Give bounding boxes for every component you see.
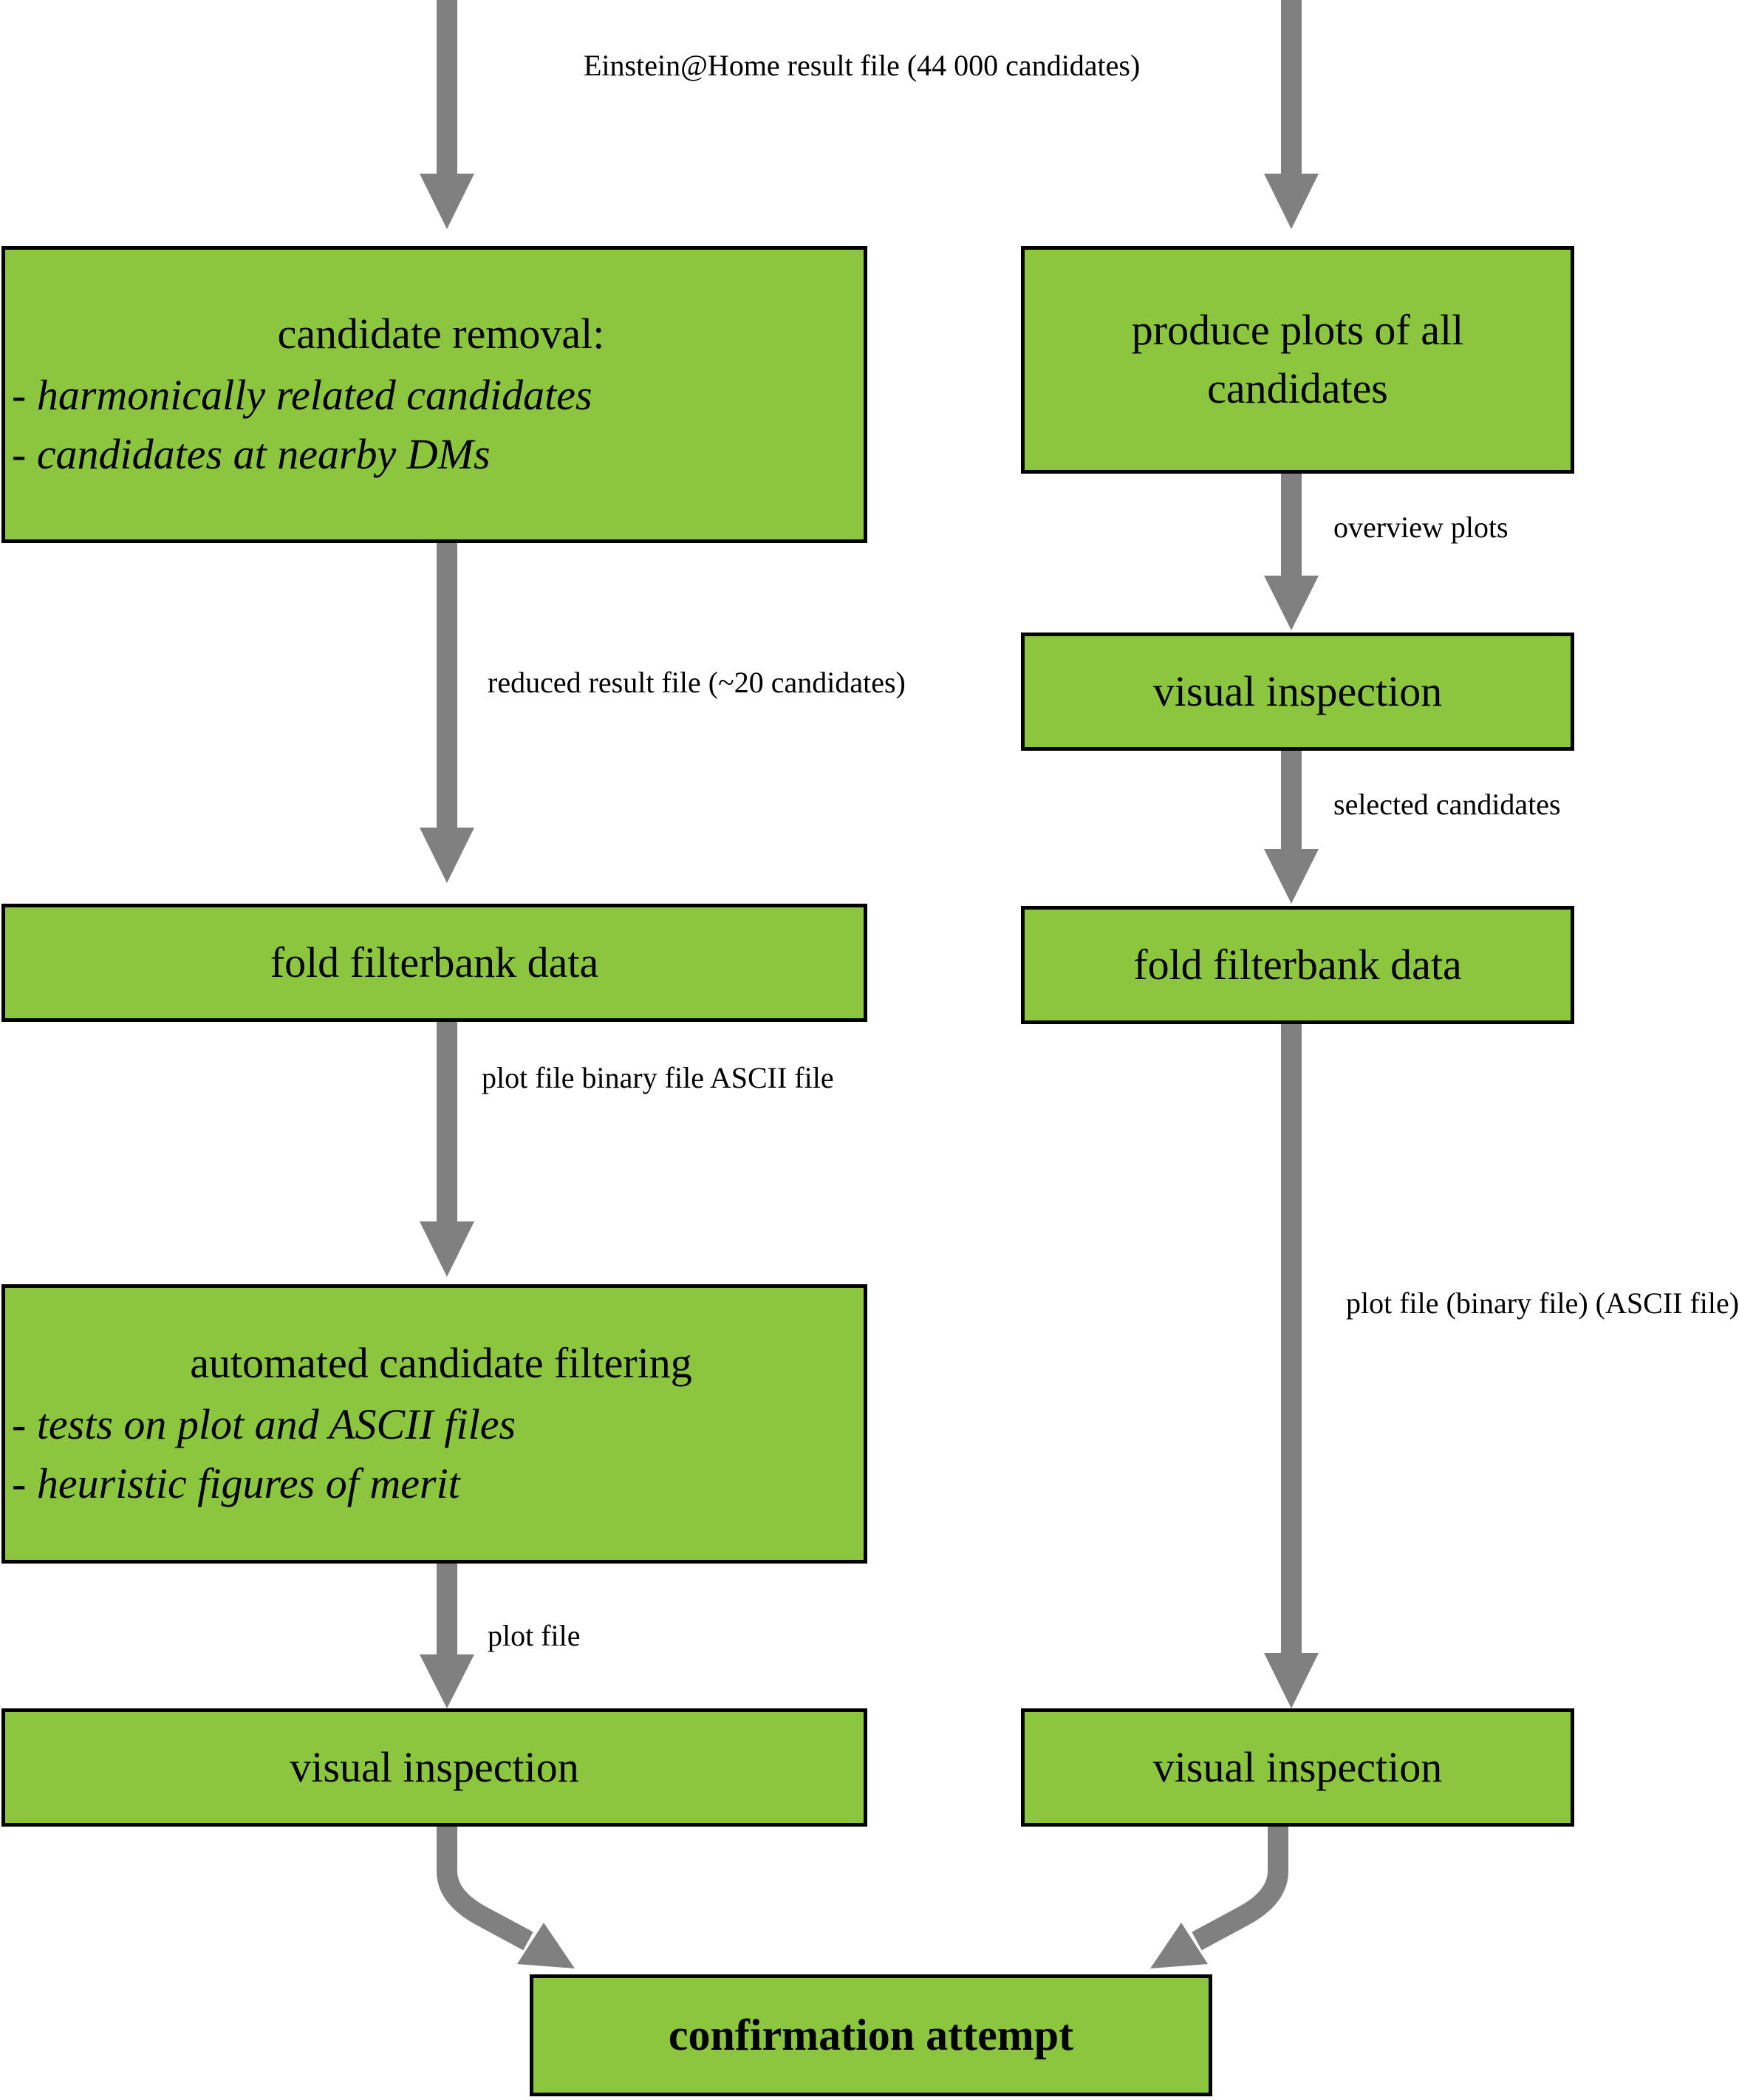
label-selected-candidates-line2: candidates: [1435, 788, 1561, 821]
box-visual-inspection-right-2-line1: visual inspection: [1152, 1742, 1443, 1791]
label-overview-plots-line1: overview: [1333, 511, 1444, 544]
box-produce-plots-line1: produce plots of all: [1131, 306, 1464, 355]
arrow-top-right: [1258, 0, 1325, 236]
box-visual-inspection-right-1-line1: visual inspection: [1152, 667, 1443, 715]
box-confirmation-attempt: [530, 1974, 1212, 2096]
box-automated-filtering: [1, 1284, 867, 1564]
box-fold-filterbank-left-line1: fold filterbank data: [270, 938, 599, 986]
arrow-right-3: [1258, 1024, 1325, 1711]
label-plot-binary-ascii-line3: ASCII file: [709, 1061, 834, 1094]
box-fold-filterbank-right: [1021, 906, 1574, 1024]
box-produce-plots-line2: candidates: [1207, 364, 1388, 412]
label-reduced-result-file-line1: reduced result file: [488, 666, 701, 699]
label-plot-file-left: [488, 1618, 581, 1653]
box-produce-plots: [1021, 246, 1574, 474]
label-plot-binary-ascii: [482, 1060, 834, 1095]
box-candidate-removal: [1, 246, 867, 543]
box-visual-inspection-left: [1, 1708, 867, 1827]
top-label: [584, 48, 1141, 83]
label-plot-binary-ascii-right-line3: (ASCII file): [1595, 1286, 1739, 1320]
arrow-right-to-final: [1141, 1827, 1326, 1982]
top-label-line1: Einstein@Home result file: [584, 49, 900, 82]
arrow-left-to-final: [399, 1827, 584, 1982]
arrow-left-3: [414, 1564, 480, 1711]
box-fold-filterbank-right-line1: fold filterbank data: [1133, 940, 1462, 989]
label-plot-binary-ascii-line2: binary file: [581, 1061, 705, 1094]
box-confirmation-attempt-line1: confirmation attempt: [668, 2011, 1074, 2059]
label-plot-binary-ascii-right: [1346, 1286, 1739, 1320]
box-candidate-removal-line3: - candidates at nearby DMs: [12, 430, 491, 479]
label-plot-binary-ascii-line1: plot file: [482, 1061, 575, 1094]
arrow-left-2: [414, 1022, 480, 1281]
box-visual-inspection-left-line1: visual inspection: [290, 1742, 579, 1791]
box-candidate-removal-line1: candidate removal:: [277, 309, 605, 358]
arrow-left-1: [414, 543, 480, 890]
box-automated-filtering-line2: - tests on plot and ASCII files: [12, 1400, 516, 1448]
box-visual-inspection-right-2: [1021, 1708, 1574, 1827]
label-selected-candidates: [1333, 787, 1561, 822]
box-visual-inspection-right-1: [1021, 633, 1574, 751]
label-overview-plots: [1333, 510, 1509, 545]
box-candidate-removal-line2: - harmonically related candidates: [12, 370, 592, 419]
label-overview-plots-line2: plots: [1450, 511, 1509, 544]
label-selected-candidates-line1: selected: [1333, 788, 1429, 821]
label-plot-file-left-line1: plot file: [488, 1619, 581, 1652]
box-automated-filtering-line1: automated candidate filtering: [190, 1338, 692, 1387]
top-label-line2: (44 000 candidates): [906, 49, 1141, 82]
arrow-right-2: [1258, 751, 1325, 906]
label-plot-binary-ascii-right-line1: plot file: [1346, 1286, 1439, 1320]
arrow-right-1: [1258, 474, 1325, 633]
box-automated-filtering-line3: - heuristic figures of merit: [12, 1459, 460, 1508]
box-fold-filterbank-left: [1, 904, 867, 1022]
label-reduced-result-file: [488, 665, 906, 700]
arrow-top-left: [414, 0, 480, 236]
label-plot-binary-ascii-right-line2: (binary file): [1446, 1286, 1588, 1320]
label-reduced-result-file-line2: (~20 candidates): [708, 666, 906, 699]
